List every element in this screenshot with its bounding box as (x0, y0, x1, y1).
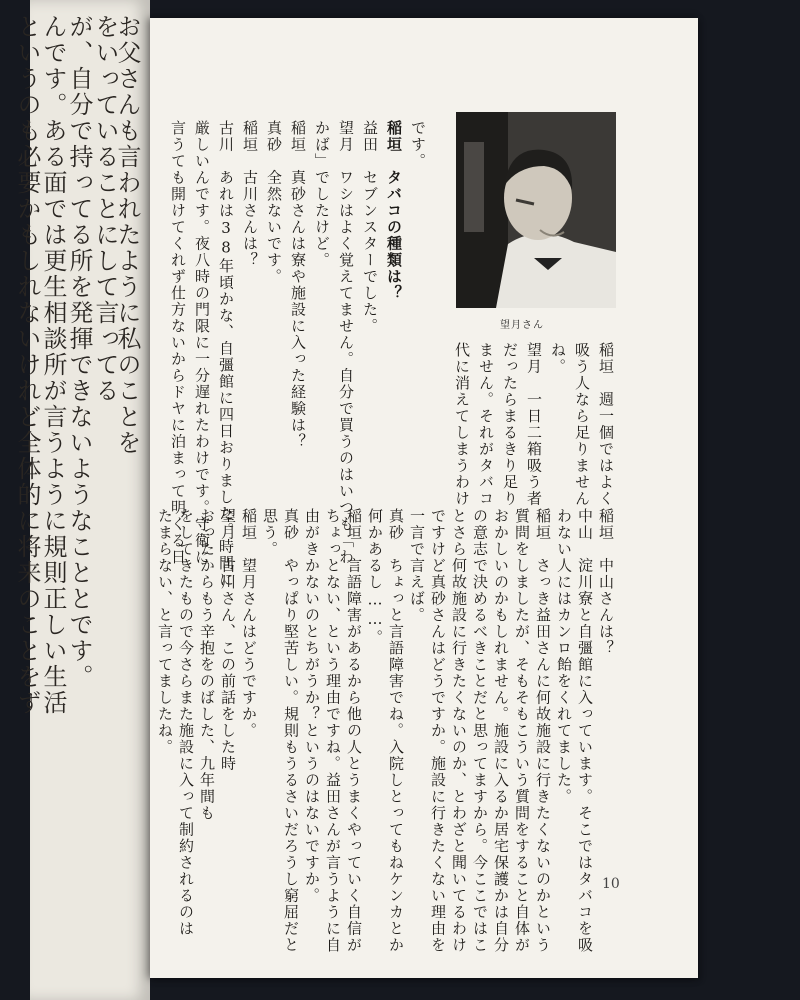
text-column: おったからもう辛抱をのばした、九年間も (198, 508, 216, 822)
text-column: たまらない、と言ってましたね。 (156, 508, 174, 756)
book-page (150, 18, 698, 978)
text-column: です。 (409, 120, 427, 170)
text-column: 真砂 ちょっと言語障害でね。入院しとってもねケンカとか (387, 508, 405, 954)
text-column: 望月 ワシはよく覚えてません。自分で買うのはいつも「わ (337, 120, 355, 566)
text-column: 吸う人なら足りません (573, 342, 591, 507)
text-column: 中山 淀川寮と自彊館に入っています。そこではタバコを吸 (576, 508, 594, 954)
text-column: 代に消えてしまうわけ (453, 342, 471, 507)
text-column: 由がきかないのとちがうか？というのはないですか。 (303, 508, 321, 904)
page-number: 10 (602, 876, 620, 892)
text-column: 稲垣 週一個ではよく (597, 342, 615, 507)
previous-page-text-column: が、自分で持ってる所を発揮できないようなこととです。 (65, 14, 93, 690)
text-column: かば」でしたけど。 (313, 120, 331, 269)
text-column: 稲垣 古川さんは？ (241, 120, 259, 269)
text-column: 稲垣 さっき益田さんに何故施設に行きたくないのかという (534, 508, 552, 954)
text-column: だったらまるきり足り (501, 342, 519, 507)
text-column: 望月 古川さん、この前話をした時 (219, 508, 237, 772)
text-column: 言うても開けてくれず仕方ないからドヤに泊まって明くる日 (169, 120, 187, 566)
text-column: とさら何故施設に行きたくないのか、とわざと聞いてるわけ (450, 508, 468, 954)
text-column: をしてきたもので今さらまた施設に入って制約されるのは (177, 508, 195, 937)
text-column: 真砂 やっぱり堅苦しい。規則もうるさいだろうし窮屈だと (282, 508, 300, 954)
photo-caption: 望月さん (500, 320, 544, 331)
text-column: 稲垣 真砂さんは寮や施設に入った経験は？ (289, 120, 307, 450)
text-column: 古川 あれは38年頃かな、自彊館に四日おりました。時間に (217, 120, 235, 588)
text-column: 厳しいんです。夜八時の門限に一分遅れたわけです。守衛に (193, 120, 211, 566)
previous-page-text-column: んです。ある面では更生相談所が言うように規則正しい生活 (39, 14, 67, 716)
text-column: 一言で言えば。 (408, 508, 426, 624)
text-column: ません。それがタバコ (477, 342, 495, 507)
text-column: の意志で決めるべきことだと思ってますから。今ここではこ (471, 508, 489, 954)
text-column: 質問をしましたが、そもそもこういう質問をすること自体が (513, 508, 531, 954)
text-column: ですけど真砂さんはどうですか。施設に行きたくない理由を (429, 508, 447, 954)
text-column: 稲垣 タバコの種類は？ (385, 120, 403, 302)
previous-page-text-column: というのも必要かもしれないけれど全体的に将来のことをず (13, 14, 41, 716)
previous-page-text-column: お父さんも言われたように私のことを (113, 14, 141, 456)
previous-page-strip (13, 0, 150, 1000)
text-column: 真砂 全然ないです。 (265, 120, 283, 285)
text-column: 益田 セブンスターでした。 (361, 120, 379, 335)
text-column: ちょっとない、という理由ですね。益田さんが言うように自 (324, 508, 342, 954)
text-column: わない人にはカンロ飴をくれてました。 (555, 508, 573, 805)
text-column: 何かあるし……。 (366, 508, 384, 646)
text-column: 稲垣 言語障害があるから他の人とうまくやっていく自信が (345, 508, 363, 954)
text-column: 稲垣 望月さんはどうですか。 (240, 508, 258, 739)
text-column: 望月 一日二箱吸う者 (525, 342, 543, 507)
portrait-photo (456, 112, 616, 308)
text-column: ね。 (549, 342, 567, 375)
previous-page-text-column: をいっていることにして言ってる (91, 14, 119, 404)
text-column: おかしいのかもしれません。施設に入るか居宅保護かは自分 (492, 508, 510, 954)
text-column: 思う。 (261, 508, 279, 558)
text-column: 稲垣 中山さんは？ (597, 508, 615, 657)
